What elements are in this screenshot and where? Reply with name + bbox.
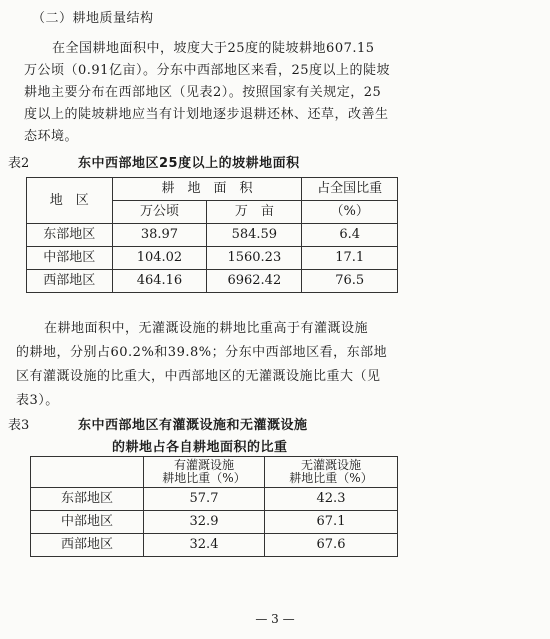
area-mu-cell: 1560.23 xyxy=(207,247,302,270)
table-row xyxy=(31,511,398,534)
table2-header-region: 地 区 xyxy=(27,178,113,224)
header-line: 无灌溉设施 xyxy=(300,458,361,472)
region-cell: 中部地区 xyxy=(27,247,113,270)
nonirrigated-cell: 67.6 xyxy=(265,534,398,557)
table2-label: 表2 xyxy=(8,156,30,171)
table-row xyxy=(27,247,398,270)
irrigated-cell: 57.7 xyxy=(144,488,265,511)
table2-header-unit-mu: 万 亩 xyxy=(207,201,302,224)
table2-header-unit-ha: 万公顷 xyxy=(112,201,207,224)
table2-header-unit-pct: （%） xyxy=(302,201,398,224)
paragraph-2-line: 的耕地，分别占60.2%和39.8%；分东中西部地区看，东部地 xyxy=(16,345,388,360)
section-heading: （二）耕地质量结构 xyxy=(32,11,154,26)
region-cell: 中部地区 xyxy=(31,511,144,534)
page-number: — 3 — xyxy=(255,612,295,626)
table2-header-share: 占全国比重 xyxy=(302,178,398,201)
paragraph-2-line: 区有灌溉设施的比重大，中西部地区的无灌溉设施比重大（见 xyxy=(16,369,381,384)
area-ha-cell: 464.16 xyxy=(112,270,207,293)
paragraph-1-line: 万公顷（0.91亿亩）。分东中西部地区来看，25度以上的陡坡 xyxy=(24,63,390,78)
table-row xyxy=(31,534,398,557)
table2-header-area: 耕 地 面 积 xyxy=(112,178,302,201)
region-cell: 东部地区 xyxy=(31,488,144,511)
paragraph-1-line: 耕地主要分布在西部地区（见表2）。按照国家有关规定，25 xyxy=(24,85,382,100)
table2-title: 东中西部地区25度以上的坡耕地面积 xyxy=(78,156,300,171)
nonirrigated-cell: 42.3 xyxy=(265,488,398,511)
table-row xyxy=(27,224,398,247)
table3-label: 表3 xyxy=(8,418,30,433)
paragraph-1-line: 在全国耕地面积中，坡度大于25度的陡坡耕地607.15 xyxy=(52,41,375,56)
table-row xyxy=(31,488,398,511)
irrigated-cell: 32.4 xyxy=(144,534,265,557)
area-mu-cell: 584.59 xyxy=(207,224,302,247)
table2 xyxy=(26,177,398,293)
area-ha-cell: 104.02 xyxy=(112,247,207,270)
region-cell: 东部地区 xyxy=(27,224,113,247)
table3-header-region xyxy=(31,457,144,488)
area-ha-cell: 38.97 xyxy=(112,224,207,247)
share-cell: 17.1 xyxy=(302,247,398,270)
header-line: 耕地比重（%） xyxy=(162,471,246,485)
table3-title-line1: 东中西部地区有灌溉设施和无灌溉设施 xyxy=(78,418,308,433)
header-line: 耕地比重（%） xyxy=(289,471,373,485)
paragraph-1-line: 态环境。 xyxy=(24,129,79,144)
paragraph-1-line: 度以上的陡坡耕地应当有计划地逐步退耕还林、还草，改善生 xyxy=(24,107,389,122)
nonirrigated-cell: 67.1 xyxy=(265,511,398,534)
share-cell: 6.4 xyxy=(302,224,398,247)
area-mu-cell: 6962.42 xyxy=(207,270,302,293)
table3-header-nonirrigated xyxy=(265,457,398,488)
region-cell: 西部地区 xyxy=(27,270,113,293)
table3-title-line2: 的耕地占各自耕地面积的比重 xyxy=(112,440,288,455)
table3 xyxy=(30,456,398,557)
paragraph-2-line: 在耕地面积中，无灌溉设施的耕地比重高于有灌溉设施 xyxy=(44,321,369,336)
region-cell: 西部地区 xyxy=(31,534,144,557)
share-cell: 76.5 xyxy=(302,270,398,293)
paragraph-2-line: 表3）。 xyxy=(16,393,59,408)
table-row xyxy=(27,270,398,293)
table3-header-irrigated xyxy=(144,457,265,488)
irrigated-cell: 32.9 xyxy=(144,511,265,534)
header-line: 有灌溉设施 xyxy=(173,458,234,472)
